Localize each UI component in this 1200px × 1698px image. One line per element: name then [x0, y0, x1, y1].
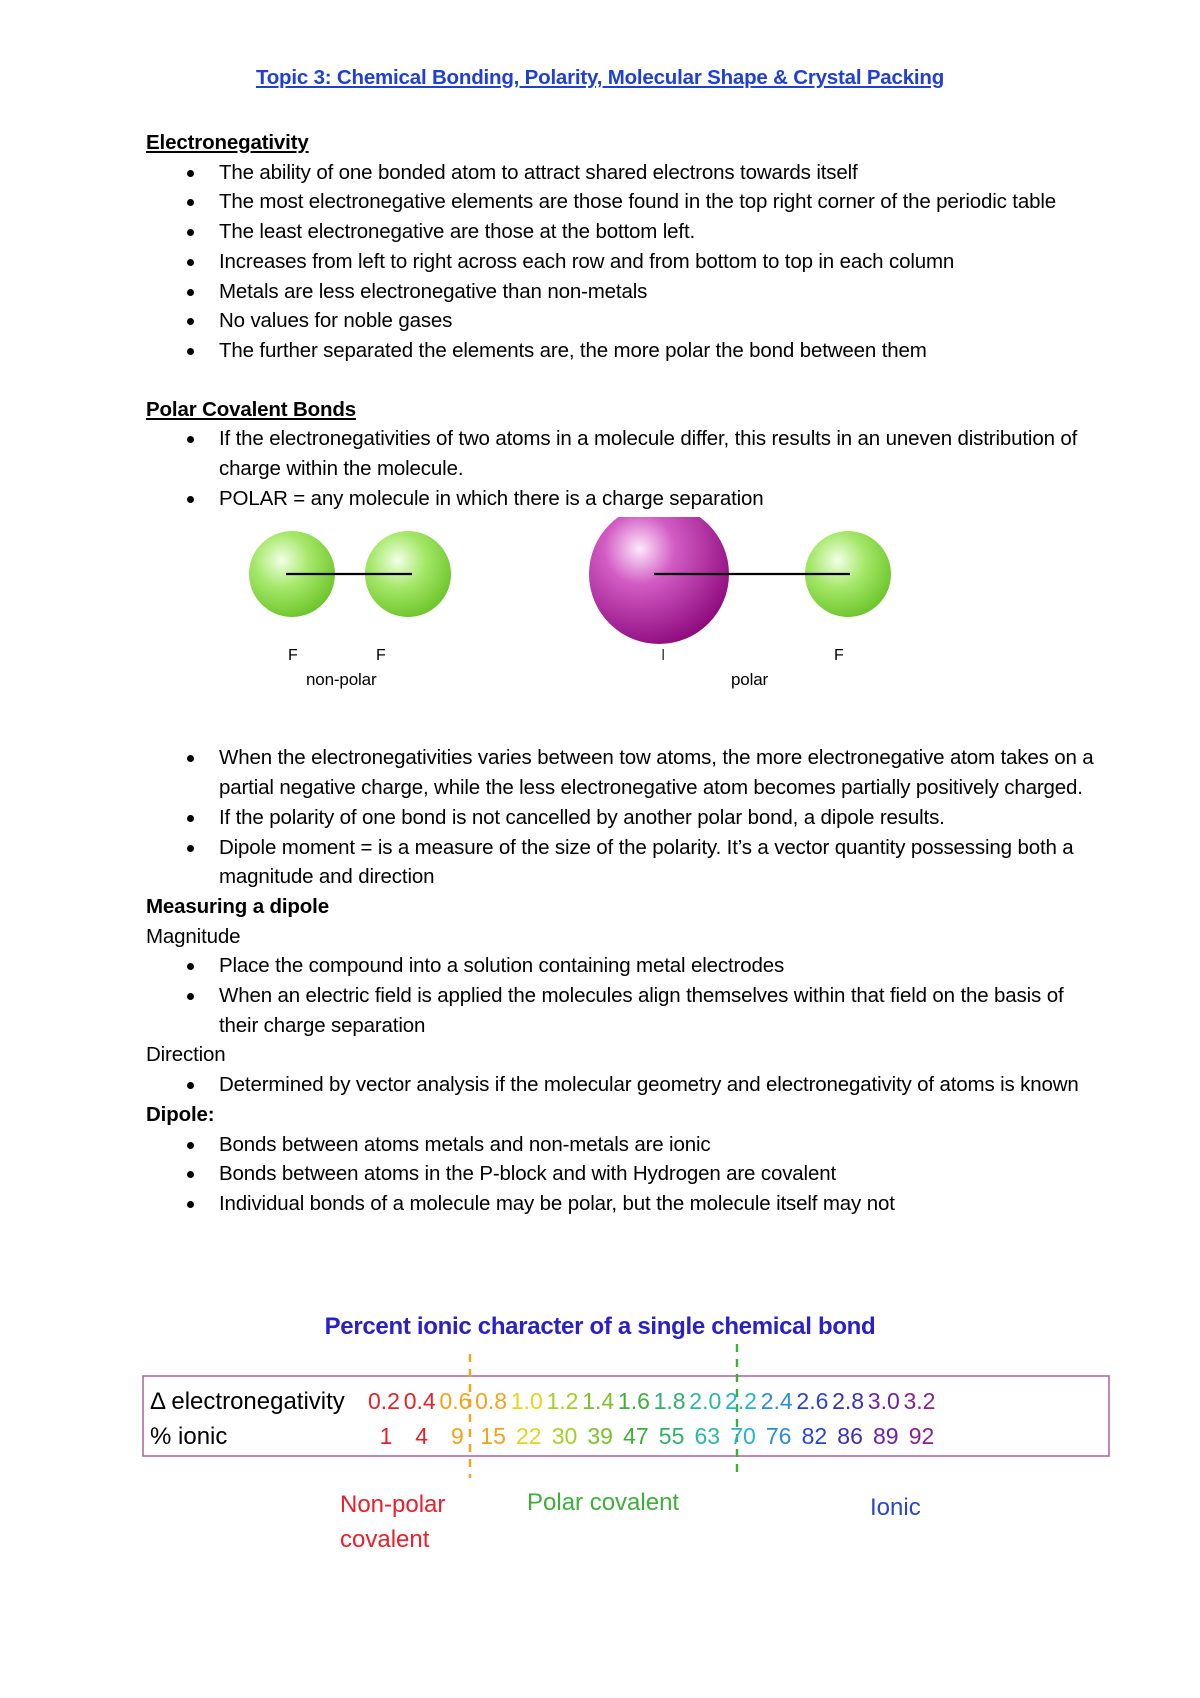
list-item: Bonds between atoms in the P-block and with Hydrogen are covalent	[146, 1159, 1096, 1189]
document-body	[146, 128, 1096, 1219]
atom-label-i: I	[661, 647, 666, 665]
percent-ionic-value: 92	[908, 1423, 935, 1449]
percent-ionic-values	[380, 1423, 935, 1449]
atom-label-f3: F	[834, 647, 844, 665]
percent-ionic-value: 82	[801, 1423, 828, 1449]
delta-en-value: 2.8	[832, 1388, 865, 1414]
direction-list	[146, 1070, 1096, 1100]
list-item: When the electronegativities varies between tow atoms, the more electronegative atom takes on a partial negative charge, while the less electronegative atom becomes partially positively charged.	[146, 743, 1096, 802]
atom-label-f2: F	[376, 647, 386, 665]
percent-ionic-value: 39	[587, 1423, 613, 1449]
region-label-polar-covalent: Polar covalent	[527, 1489, 680, 1516]
region-label-nonpolar-line2: covalent	[340, 1526, 430, 1553]
delta-en-value: 0.2	[368, 1388, 400, 1414]
percent-ionic-value: 86	[837, 1423, 863, 1449]
dipole-list	[146, 1130, 1096, 1219]
polar-caption: polar	[731, 670, 769, 690]
region-label-nonpolar: Non-polar	[340, 1491, 446, 1518]
percent-ionic-value: 70	[730, 1423, 756, 1449]
delta-en-value: 2.0	[689, 1388, 722, 1414]
list-item: Dipole moment = is a measure of the size of the polarity. It’s a vector quantity possessing both a magnitude and direction	[146, 833, 1096, 892]
list-item: POLAR = any molecule in which there is a charge separation	[146, 484, 1096, 514]
delta-en-value: 1.0	[510, 1388, 543, 1414]
percent-ionic-value: 89	[873, 1423, 899, 1449]
delta-en-value: 1.2	[546, 1388, 579, 1414]
delta-en-value: 0.4	[403, 1388, 436, 1414]
list-item: The least electronegative are those at the bottom left.	[146, 217, 1096, 247]
percent-ionic-value: 30	[551, 1423, 578, 1449]
delta-en-value: 1.8	[653, 1388, 686, 1414]
percent-ionic-value: 9	[451, 1423, 464, 1449]
ionic-table-title: Percent ionic character of a single chemical bond	[324, 1313, 876, 1340]
spacer	[146, 366, 1096, 395]
section-heading-measuring-dipole: Measuring a dipole	[146, 894, 329, 918]
list-item: Determined by vector analysis if the molecular geometry and electronegativity of atoms is known	[146, 1070, 1096, 1100]
delta-en-value: 1.4	[582, 1388, 615, 1414]
delta-en-value: 3.0	[867, 1388, 900, 1414]
list-item: The ability of one bonded atom to attract shared electrons towards itself	[146, 158, 1096, 188]
list-item: Increases from left to right across each row and from bottom to top in each column	[146, 247, 1096, 277]
row-label-delta-en: Δ electronegativity	[150, 1388, 345, 1415]
page-title: Topic 3: Chemical Bonding, Polarity, Molecular Shape & Crystal Packing	[255, 66, 945, 89]
list-item: If the polarity of one bond is not cancelled by another polar bond, a dipole results.	[146, 803, 1096, 833]
percent-ionic-value: 76	[765, 1423, 792, 1449]
polar-covalent-list-continued	[146, 743, 1096, 892]
percent-ionic-value: 1	[379, 1423, 393, 1449]
list-item: Individual bonds of a molecule may be polar, but the molecule itself may not	[146, 1189, 1096, 1219]
delta-en-value: 1.6	[617, 1388, 650, 1414]
list-item: When an electric field is applied the molecules align themselves within that field on the basis of their charge separation	[146, 981, 1096, 1040]
section-heading-polar-covalent: Polar Covalent Bonds	[146, 397, 357, 421]
list-item: If the electronegativities of two atoms in a molecule differ, this results in an uneven distribution of charge within the molecule.	[146, 424, 1096, 483]
magnitude-list	[146, 951, 1096, 1040]
row-label-percent-ionic: % ionic	[150, 1423, 228, 1450]
percent-ionic-value: 63	[694, 1423, 721, 1449]
iodine-atom	[589, 517, 729, 644]
percent-ionic-value: 4	[415, 1423, 429, 1449]
list-item: The further separated the elements are, the more polar the bond between them	[146, 336, 1096, 366]
region-label-ionic: Ionic	[870, 1494, 921, 1521]
percent-ionic-value: 22	[516, 1423, 542, 1449]
list-item: Bonds between atoms metals and non-metals are ionic	[146, 1130, 1096, 1160]
delta-en-value: 2.6	[796, 1388, 829, 1414]
delta-en-value: 2.4	[760, 1388, 793, 1414]
section-heading-dipole: Dipole:	[146, 1102, 215, 1126]
delta-en-value: 0.6	[439, 1388, 472, 1414]
percent-ionic-value: 47	[623, 1423, 649, 1449]
subheading-magnitude: Magnitude	[146, 924, 241, 948]
electronegativity-list	[146, 158, 1096, 366]
list-item: Metals are less electronegative than non-metals	[146, 277, 1096, 307]
percent-ionic-value: 55	[658, 1423, 685, 1449]
list-item: The most electronegative elements are those found in the top right corner of the periodic table	[146, 187, 1096, 217]
percent-ionic-value: 15	[480, 1423, 506, 1449]
molecule-diagram	[146, 513, 1096, 743]
subheading-direction: Direction	[146, 1043, 226, 1067]
list-item: No values for noble gases	[146, 306, 1096, 336]
molecule-diagram-svg	[236, 517, 1056, 737]
list-item: Place the compound into a solution containing metal electrodes	[146, 951, 1096, 981]
atom-label-f1: F	[288, 647, 298, 665]
delta-en-value: 3.2	[903, 1388, 936, 1414]
delta-en-value: 2.2	[725, 1388, 757, 1414]
delta-en-value: 0.8	[475, 1388, 508, 1414]
nonpolar-caption: non-polar	[306, 670, 377, 690]
polar-covalent-list	[146, 424, 1096, 513]
section-heading-electronegativity: Electronegativity	[146, 131, 309, 154]
delta-en-values	[368, 1388, 935, 1414]
ionic-character-table	[0, 1340, 1200, 1570]
